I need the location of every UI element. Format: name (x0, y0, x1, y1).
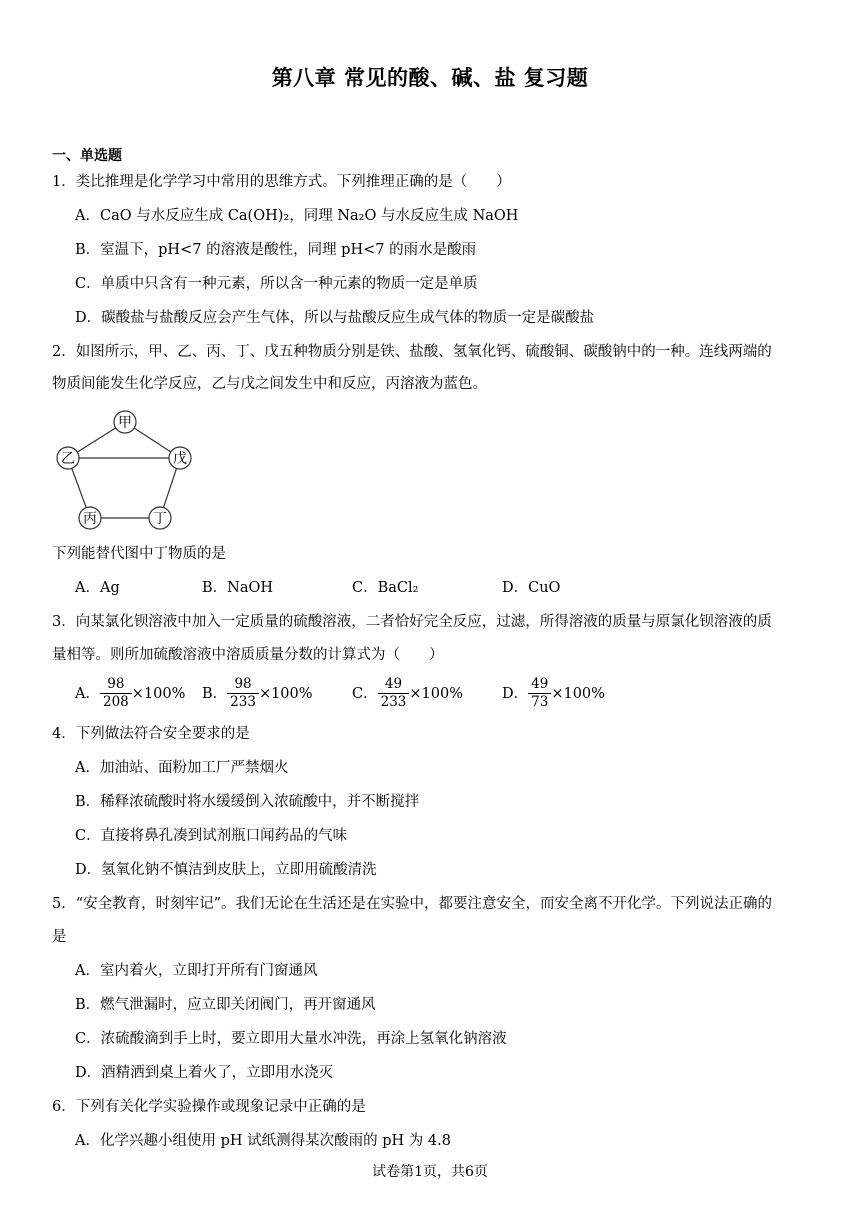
question-2-stem-line1: 2．如图所示，甲、乙、丙、丁、戊五种物质分别是铁、盐酸、氢氧化钙、硫酸铜、碳酸钠中的一种。连线两端的 (52, 344, 772, 360)
question-6-stem: 6．下列有关化学实验操作或现象记录中正确的是 (52, 1099, 366, 1115)
fraction: $\frac{49}{73}$ (528, 676, 551, 711)
question-4-option-d: D．氢氧化钠不慎洁到皮肤上，立即用硫酸清洗 (75, 862, 377, 878)
svg-text:戊: 戊 (173, 451, 187, 467)
question-2-stem-line2: 物质间能发生化学反应，乙与戊之间发生中和反应，丙溶液为蓝色。 (52, 376, 487, 392)
page-title: 第八章 常见的酸、碱、盐 复习题 (271, 66, 589, 90)
fraction: $\frac{98}{208}$ (100, 676, 132, 711)
question-2-option-a: A．Ag (75, 580, 120, 596)
page-footer: 试卷第1页，共6页 (372, 1164, 488, 1180)
question-3-option-c: C． $\frac{49}{233}$ ×100% (352, 676, 463, 710)
question-5-option-b: B．燃气泄漏时，应立即关闭阀门，再开窗通风 (75, 997, 376, 1013)
node-bing (79, 507, 101, 529)
svg-text:甲: 甲 (118, 415, 132, 431)
question-5-stem-line1: 5．“安全教育，时刻牢记”。我们无论在生活还是在实验中，都要注意安全，而安全离不开化学。下列说法正确的 (52, 896, 773, 912)
question-3-option-a: A． $\frac{98}{208}$ ×100% (75, 676, 186, 710)
fraction: $\frac{49}{233}$ (378, 676, 410, 711)
node-jia (114, 411, 136, 433)
question-3-stem-line2: 量相等。则所加硫酸溶液中溶质质量分数的计算式为（ ） (52, 647, 444, 663)
svg-text:丙: 丙 (83, 511, 97, 527)
svg-text:丁: 丁 (153, 511, 167, 527)
node-ding (149, 507, 171, 529)
node-yi (57, 447, 79, 469)
question-4-option-c: C．直接将鼻孔凑到试剂瓶口闻药品的气味 (75, 828, 348, 844)
question-5-stem-line2: 是 (52, 929, 67, 945)
question-1-option-a: A．CaO 与水反应生成 Ca(OH)₂，同理 Na₂O 与水反应生成 NaOH (75, 208, 519, 224)
question-1-stem: 1．类比推理是化学学习中常用的思维方式。下列推理正确的是（ ） (52, 174, 511, 190)
question-3-option-d: D． $\frac{49}{73}$ ×100% (502, 676, 605, 710)
question-6-option-a: A．化学兴趣小组使用 pH 试纸测得某次酸雨的 pH 为 4.8 (75, 1133, 451, 1149)
question-2-option-c: C．BaCl₂ (352, 580, 419, 596)
question-1-option-b: B．室温下，pH<7 的溶液是酸性，同理 pH<7 的雨水是酸雨 (75, 242, 477, 258)
node-wu (169, 447, 191, 469)
pentagon-diagram (50, 402, 200, 538)
question-1-option-c: C．单质中只含有一种元素，所以含一种元素的物质一定是单质 (75, 276, 478, 292)
question-5-option-c: C．浓硫酸滴到手上时，要立即用大量水冲洗，再涂上氢氧化钠溶液 (75, 1031, 507, 1047)
question-1-option-d: D．碳酸盐与盐酸反应会产生气体，所以与盐酸反应生成气体的物质一定是碳酸盐 (75, 310, 595, 326)
question-2-option-d: D．CuO (502, 580, 561, 596)
question-3-stem-line1: 3．向某氯化钡溶液中加入一定质量的硫酸溶液，二者恰好完全反应，过滤，所得溶液的质量与原氯化钡溶液的质 (52, 614, 772, 630)
section-heading: 一、单选题 (52, 148, 122, 164)
question-4-option-a: A．加油站、面粉加工厂严禁烟火 (75, 760, 289, 776)
question-5-option-a: A．室内着火，立即打开所有门窗通风 (75, 963, 318, 979)
question-3-option-b: B． $\frac{98}{233}$ ×100% (202, 676, 313, 710)
svg-text:乙: 乙 (61, 451, 75, 467)
question-2-ask: 下列能替代图中丁物质的是 (52, 546, 226, 562)
fraction: $\frac{98}{233}$ (227, 676, 259, 711)
question-4-stem: 4．下列做法符合安全要求的是 (52, 726, 250, 742)
question-5-option-d: D．酒精洒到桌上着火了，立即用水浇灭 (75, 1065, 334, 1081)
question-4-option-b: B．稀释浓硫酸时将水缓缓倒入浓硫酸中，并不断搅拌 (75, 794, 420, 810)
question-2-option-b: B．NaOH (202, 580, 274, 596)
